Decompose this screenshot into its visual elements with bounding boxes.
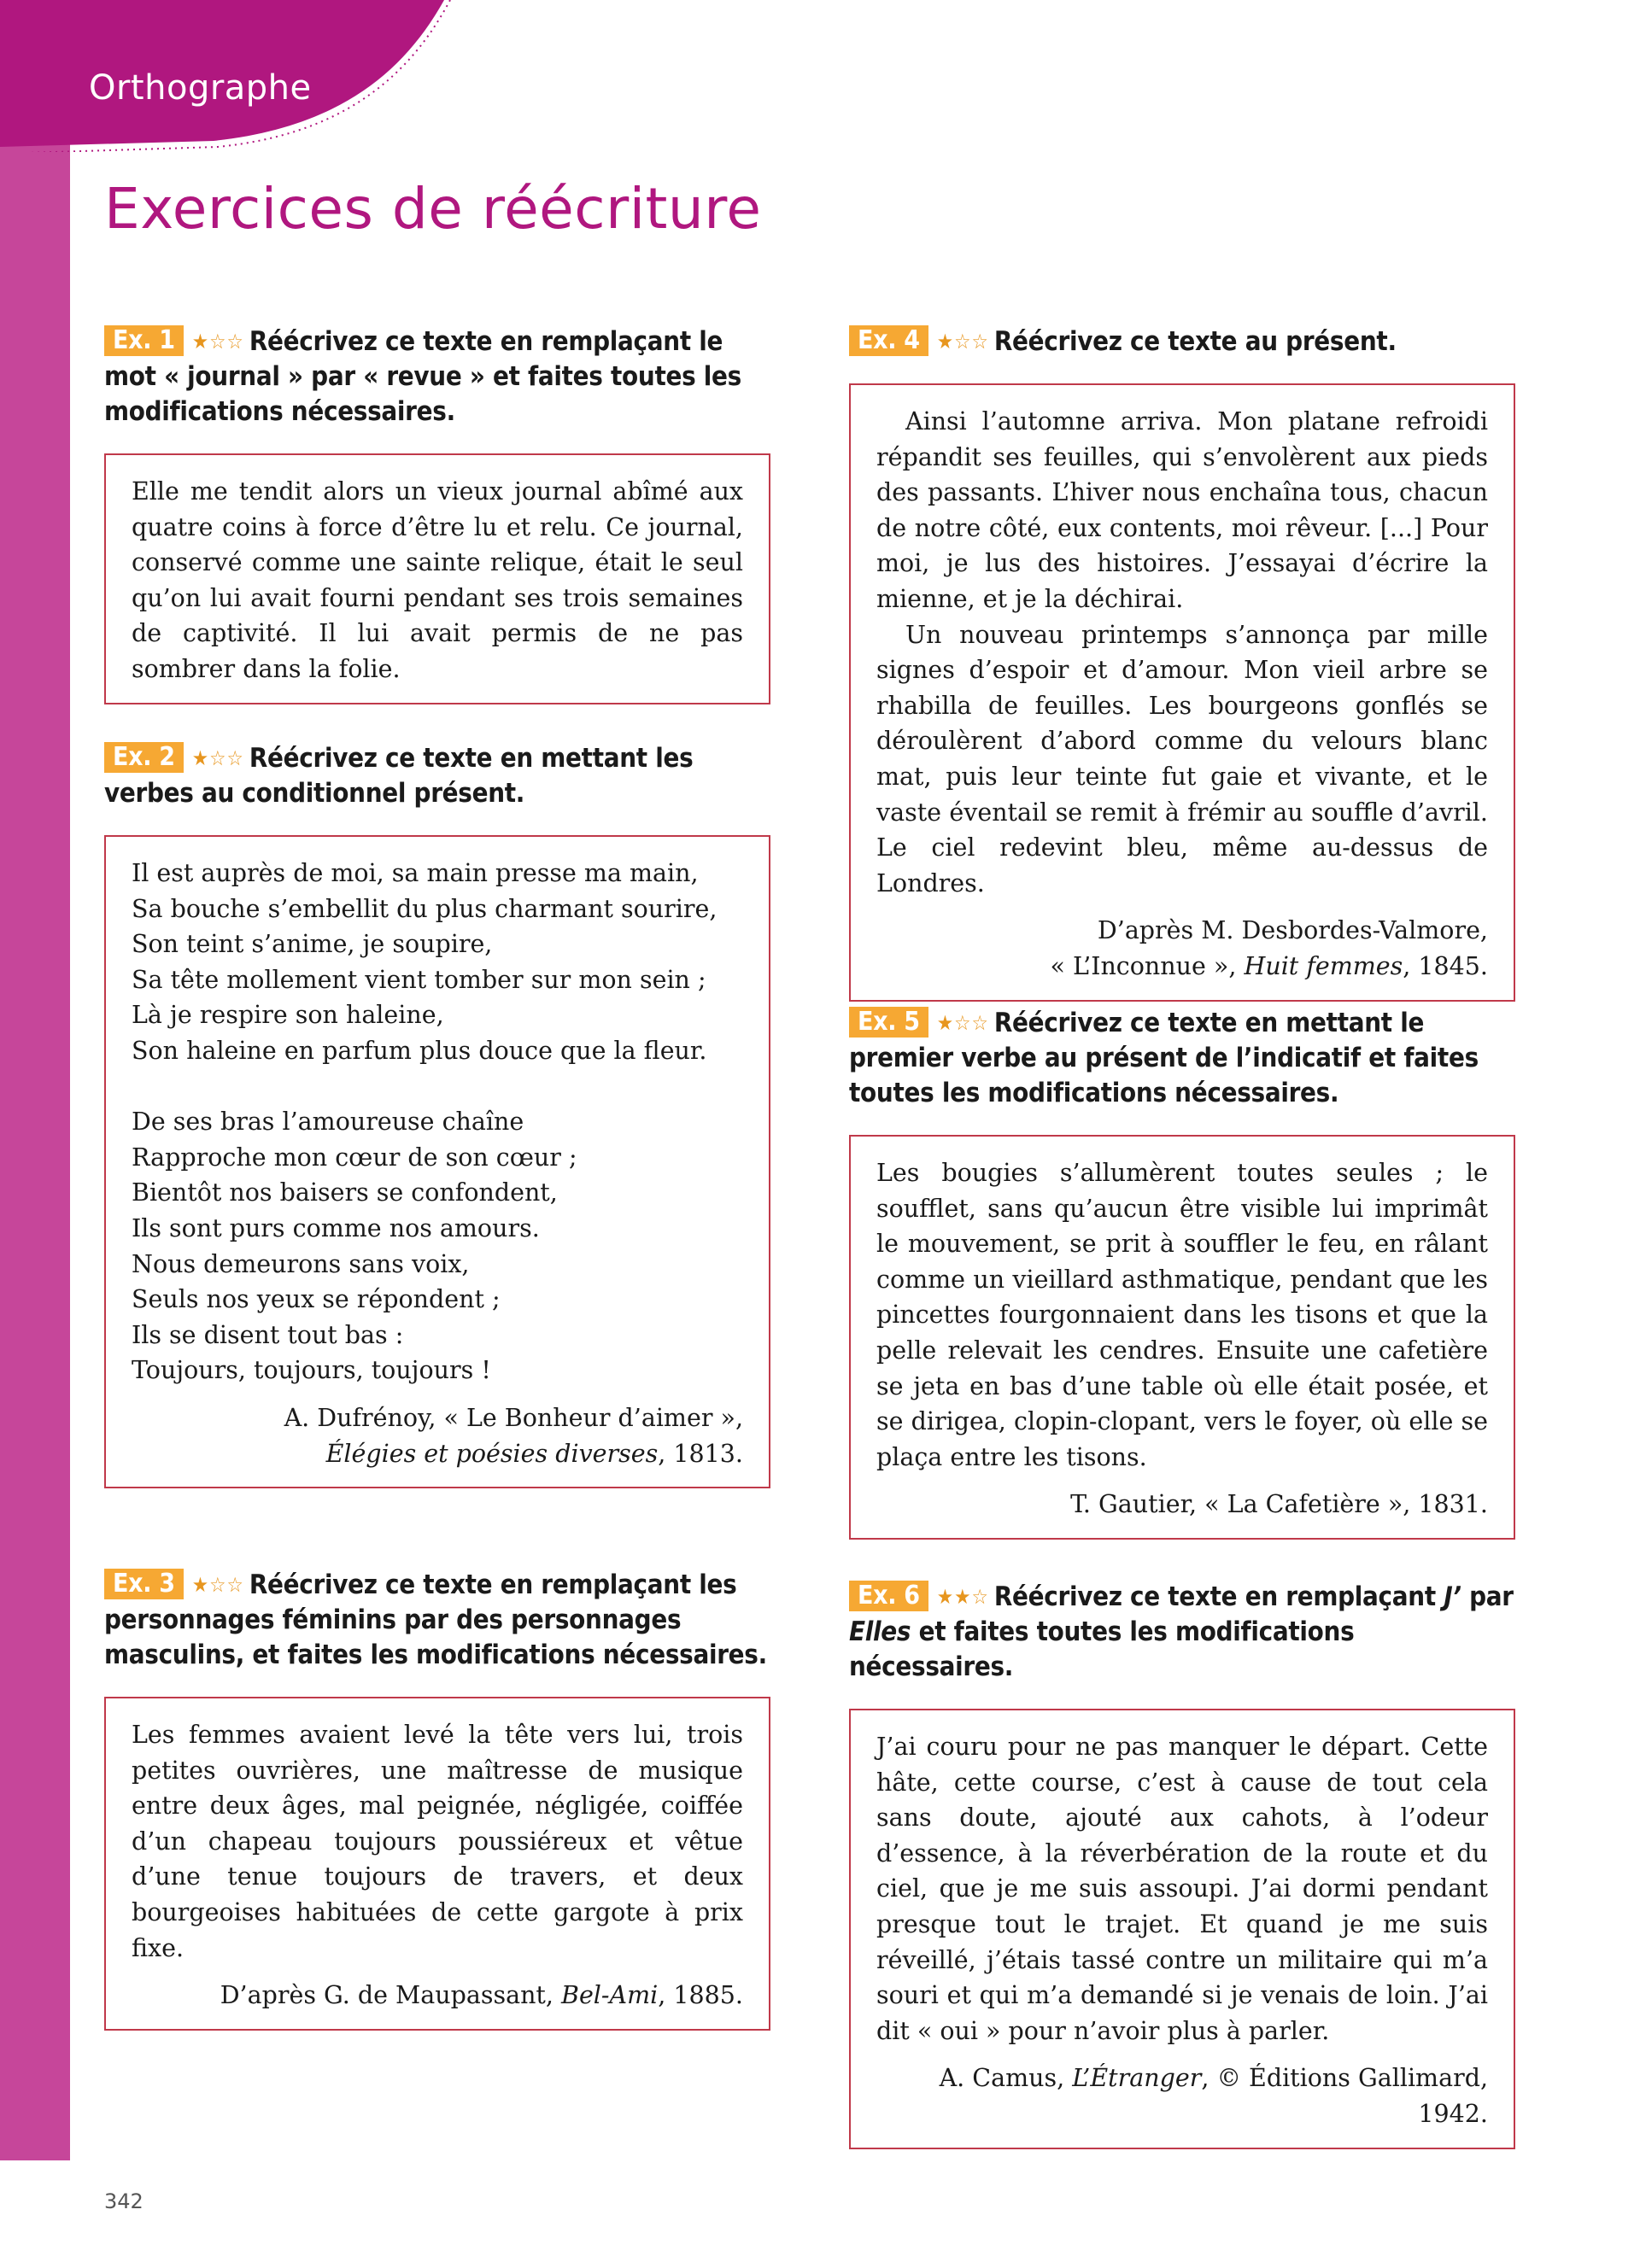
poem-line: Il est auprès de moi, sa main presse ma main, — [132, 859, 699, 887]
poem-line: Toujours, toujours, toujours ! — [132, 1356, 491, 1385]
exercise-badge: Ex. 6 — [849, 1581, 928, 1611]
source-work: Élégies et poésies diverses — [325, 1439, 659, 1468]
text-paragraph: Ainsi l’automne arriva. Mon platane refroidi répandit ses feuilles, qui s’envolèrent aux pieds des passants. L’hiver nous enchaîna tous, chacun de notre côté, eux contents, moi rêveur. [...] Pour moi, je lus des histoires. J’essayai d’écrire la mienne, et je la déchirai. — [876, 407, 1488, 613]
difficulty-stars-icon: ★☆☆ — [191, 330, 244, 354]
exercise-heading — [849, 1006, 1515, 1111]
exercise-heading — [849, 1580, 1515, 1685]
poem-line: Là je respire son haleine, — [132, 1001, 444, 1030]
text-paragraph: J’ai couru pour ne pas manquer le départ. Cette hâte, cette course, c’est à cause de tout cela sans doute, ajouté aux cahots, à l’odeur d’essence, à la réverbération de la route et du ciel, que je me suis assoupi. J’ai dormi pendant presque tout le trajet. Et quand je me suis réveillé, j’étais tassé contre un militaire qui m’a souri et qui m’a demandé si je venais de loin. J’ai dit « oui » pour n’avoir plus à parler. — [876, 1733, 1488, 2045]
exercise-text-box — [849, 1709, 1515, 2149]
exercise-instruction: Réécrivez ce texte en mettant le premier verbe au présent de l’indicatif et faites toutes les modifications nécessaires. — [849, 1008, 1479, 1108]
instruction-part: et faites toutes les modifications nécessaires. — [849, 1616, 1355, 1682]
exercise-4 — [849, 324, 1515, 1002]
difficulty-stars-icon: ★☆☆ — [191, 1573, 244, 1597]
poem-line: Nous demeurons sans voix, — [132, 1249, 470, 1278]
exercise-badge: Ex. 1 — [104, 325, 184, 356]
exercise-heading — [104, 1568, 770, 1673]
text-paragraph: Les femmes avaient levé la tête vers lui, trois petites ouvrières, une maîtresse de musique entre deux âges, mal peignée, négligée, coiffée d’un chapeau toujours poussiéreux et vêtue d’une tenue toujours de travers, et deux bourgeoises habituées de cette gargote à prix fixe. — [132, 1721, 743, 1962]
difficulty-stars-icon: ★☆☆ — [936, 1011, 989, 1035]
poem-line: Ils sont purs comme nos amours. — [132, 1213, 540, 1242]
exercise-2 — [104, 741, 770, 1488]
source-author: D’après G. de Maupassant, — [220, 1981, 561, 2010]
exercise-text-box — [104, 1697, 770, 2031]
exercise-text-box — [104, 453, 770, 704]
source-author: A. Camus, — [939, 2064, 1073, 2093]
text-paragraph: Elle me tendit alors un vieux journal abîmé aux quatre coins à force d’être lu et relu. Ce journal, conservé comme une sainte relique, était le seul qu’on lui avait fourni pendant ses trois semaines de captivité. Il lui avait permis de ne pas sombrer dans la folie. — [132, 477, 743, 683]
difficulty-stars-icon: ★★☆ — [936, 1585, 989, 1609]
source-work-line — [132, 1436, 743, 1472]
exercise-heading — [104, 324, 770, 430]
instruction-part: Réécrivez ce texte en remplaçant — [993, 1581, 1444, 1612]
source-work: Bel-Ami — [561, 1981, 659, 2010]
exercise-heading — [104, 741, 770, 811]
exercise-text-box — [849, 1135, 1515, 1540]
exercise-badge: Ex. 2 — [104, 742, 184, 773]
text-source — [132, 1400, 743, 1471]
source-year: , 1885. — [658, 1981, 743, 2010]
page-number: 342 — [104, 2189, 144, 2213]
exercise-heading — [849, 324, 1515, 359]
source-work-line — [876, 949, 1488, 985]
poem-line: Seuls nos yeux se répondent ; — [132, 1285, 501, 1314]
side-color-bar — [0, 0, 70, 2160]
poem-line: Son haleine en parfum plus douce que la fleur. — [132, 1036, 707, 1065]
source-author: A. Dufrénoy, « Le Bonheur d’aimer », — [284, 1403, 743, 1432]
poem-line: Sa bouche s’embellit du plus charmant sourire, — [132, 894, 718, 923]
difficulty-stars-icon: ★☆☆ — [191, 746, 244, 770]
source-year: , 1813. — [658, 1439, 743, 1468]
text-paragraph: Un nouveau printemps s’annonça par mille signes d’espoir et d’amour. Mon vieil arbre se rhabilla de feuilles. Les bourgeons gonflés se déroulèrent d’abord comme du velours blanc mat, puis leur teinte fut gaie et vivante, et le vaste éventail se remit à frémir au souffle d’avril. Le ciel redevint bleu, même au-dessus de Londres. — [876, 620, 1488, 897]
difficulty-stars-icon: ★☆☆ — [936, 330, 989, 354]
poem-line: Son teint s’anime, je soupire, — [132, 930, 493, 959]
source-work: L’Étranger — [1072, 2064, 1202, 2093]
source-title: « L’Inconnue », — [1050, 951, 1245, 980]
source-author: D’après M. Desbordes-Valmore, — [1097, 916, 1488, 945]
exercise-badge: Ex. 3 — [104, 1569, 184, 1599]
exercise-text-box — [104, 835, 770, 1488]
section-label: Orthographe — [89, 68, 312, 108]
poem-line: De ses bras l’amoureuse chaîne — [132, 1108, 524, 1137]
exercise-badge: Ex. 5 — [849, 1007, 928, 1038]
exercise-instruction: Réécrivez ce texte en remplaçant les personnages féminins par des personnages masculins, et faites les modifications nécessaires. — [104, 1569, 767, 1670]
poem-line: Bientôt nos baisers se confondent, — [132, 1178, 558, 1207]
poem-line: Sa tête mollement vient tomber sur mon sein ; — [132, 965, 706, 994]
exercise-badge: Ex. 4 — [849, 325, 928, 356]
text-source — [132, 1978, 743, 2014]
exercise-1 — [104, 324, 770, 704]
text-source: T. Gautier, « La Cafetière », 1831. — [1070, 1490, 1488, 1519]
exercise-text-box — [849, 383, 1515, 1002]
poem-line: Ils se disent tout bas : — [132, 1320, 404, 1349]
exercise-5 — [849, 1006, 1515, 1540]
instruction-emphasis: Elles — [849, 1616, 911, 1647]
text-paragraph: Les bougies s’allumèrent toutes seules ; le soufflet, sans qu’aucun être visible lui imprimât le mouvement, se prit à souffler le feu, en râlant comme un vieillard asthmatique, pendant que les pincettes fourgonnaient dans les tisons et que la pelle relevait les cendres. Ensuite une cafetière se jeta en bas d’une table où elle était posée, et se dirigea, clopin-clopant, vers le foyer, où elle se plaça entre les tisons. — [876, 1159, 1488, 1471]
exercise-3 — [104, 1568, 770, 2031]
instruction-part: par — [1461, 1581, 1514, 1612]
exercise-6 — [849, 1580, 1515, 2149]
exercise-instruction: Réécrivez ce texte au présent. — [993, 326, 1397, 357]
source-year: , © Éditions Gallimard, 1942. — [1201, 2064, 1488, 2128]
source-year: , 1845. — [1403, 951, 1488, 980]
poem-line: Rapproche mon cœur de son cœur ; — [132, 1143, 577, 1172]
exercise-instruction: Réécrivez ce texte en mettant les verbes au conditionnel présent. — [104, 743, 694, 809]
stanza-gap — [132, 1069, 743, 1105]
source-work: Huit femmes — [1244, 951, 1403, 980]
page-title: Exercices de réécriture — [104, 176, 762, 242]
text-source — [876, 913, 1488, 984]
exercise-instruction: Réécrivez ce texte en remplaçant le mot « journal » par « revue » et faites toutes les modifications nécessaires. — [104, 326, 741, 427]
instruction-emphasis: J’ — [1444, 1581, 1461, 1612]
text-source — [876, 2060, 1488, 2131]
